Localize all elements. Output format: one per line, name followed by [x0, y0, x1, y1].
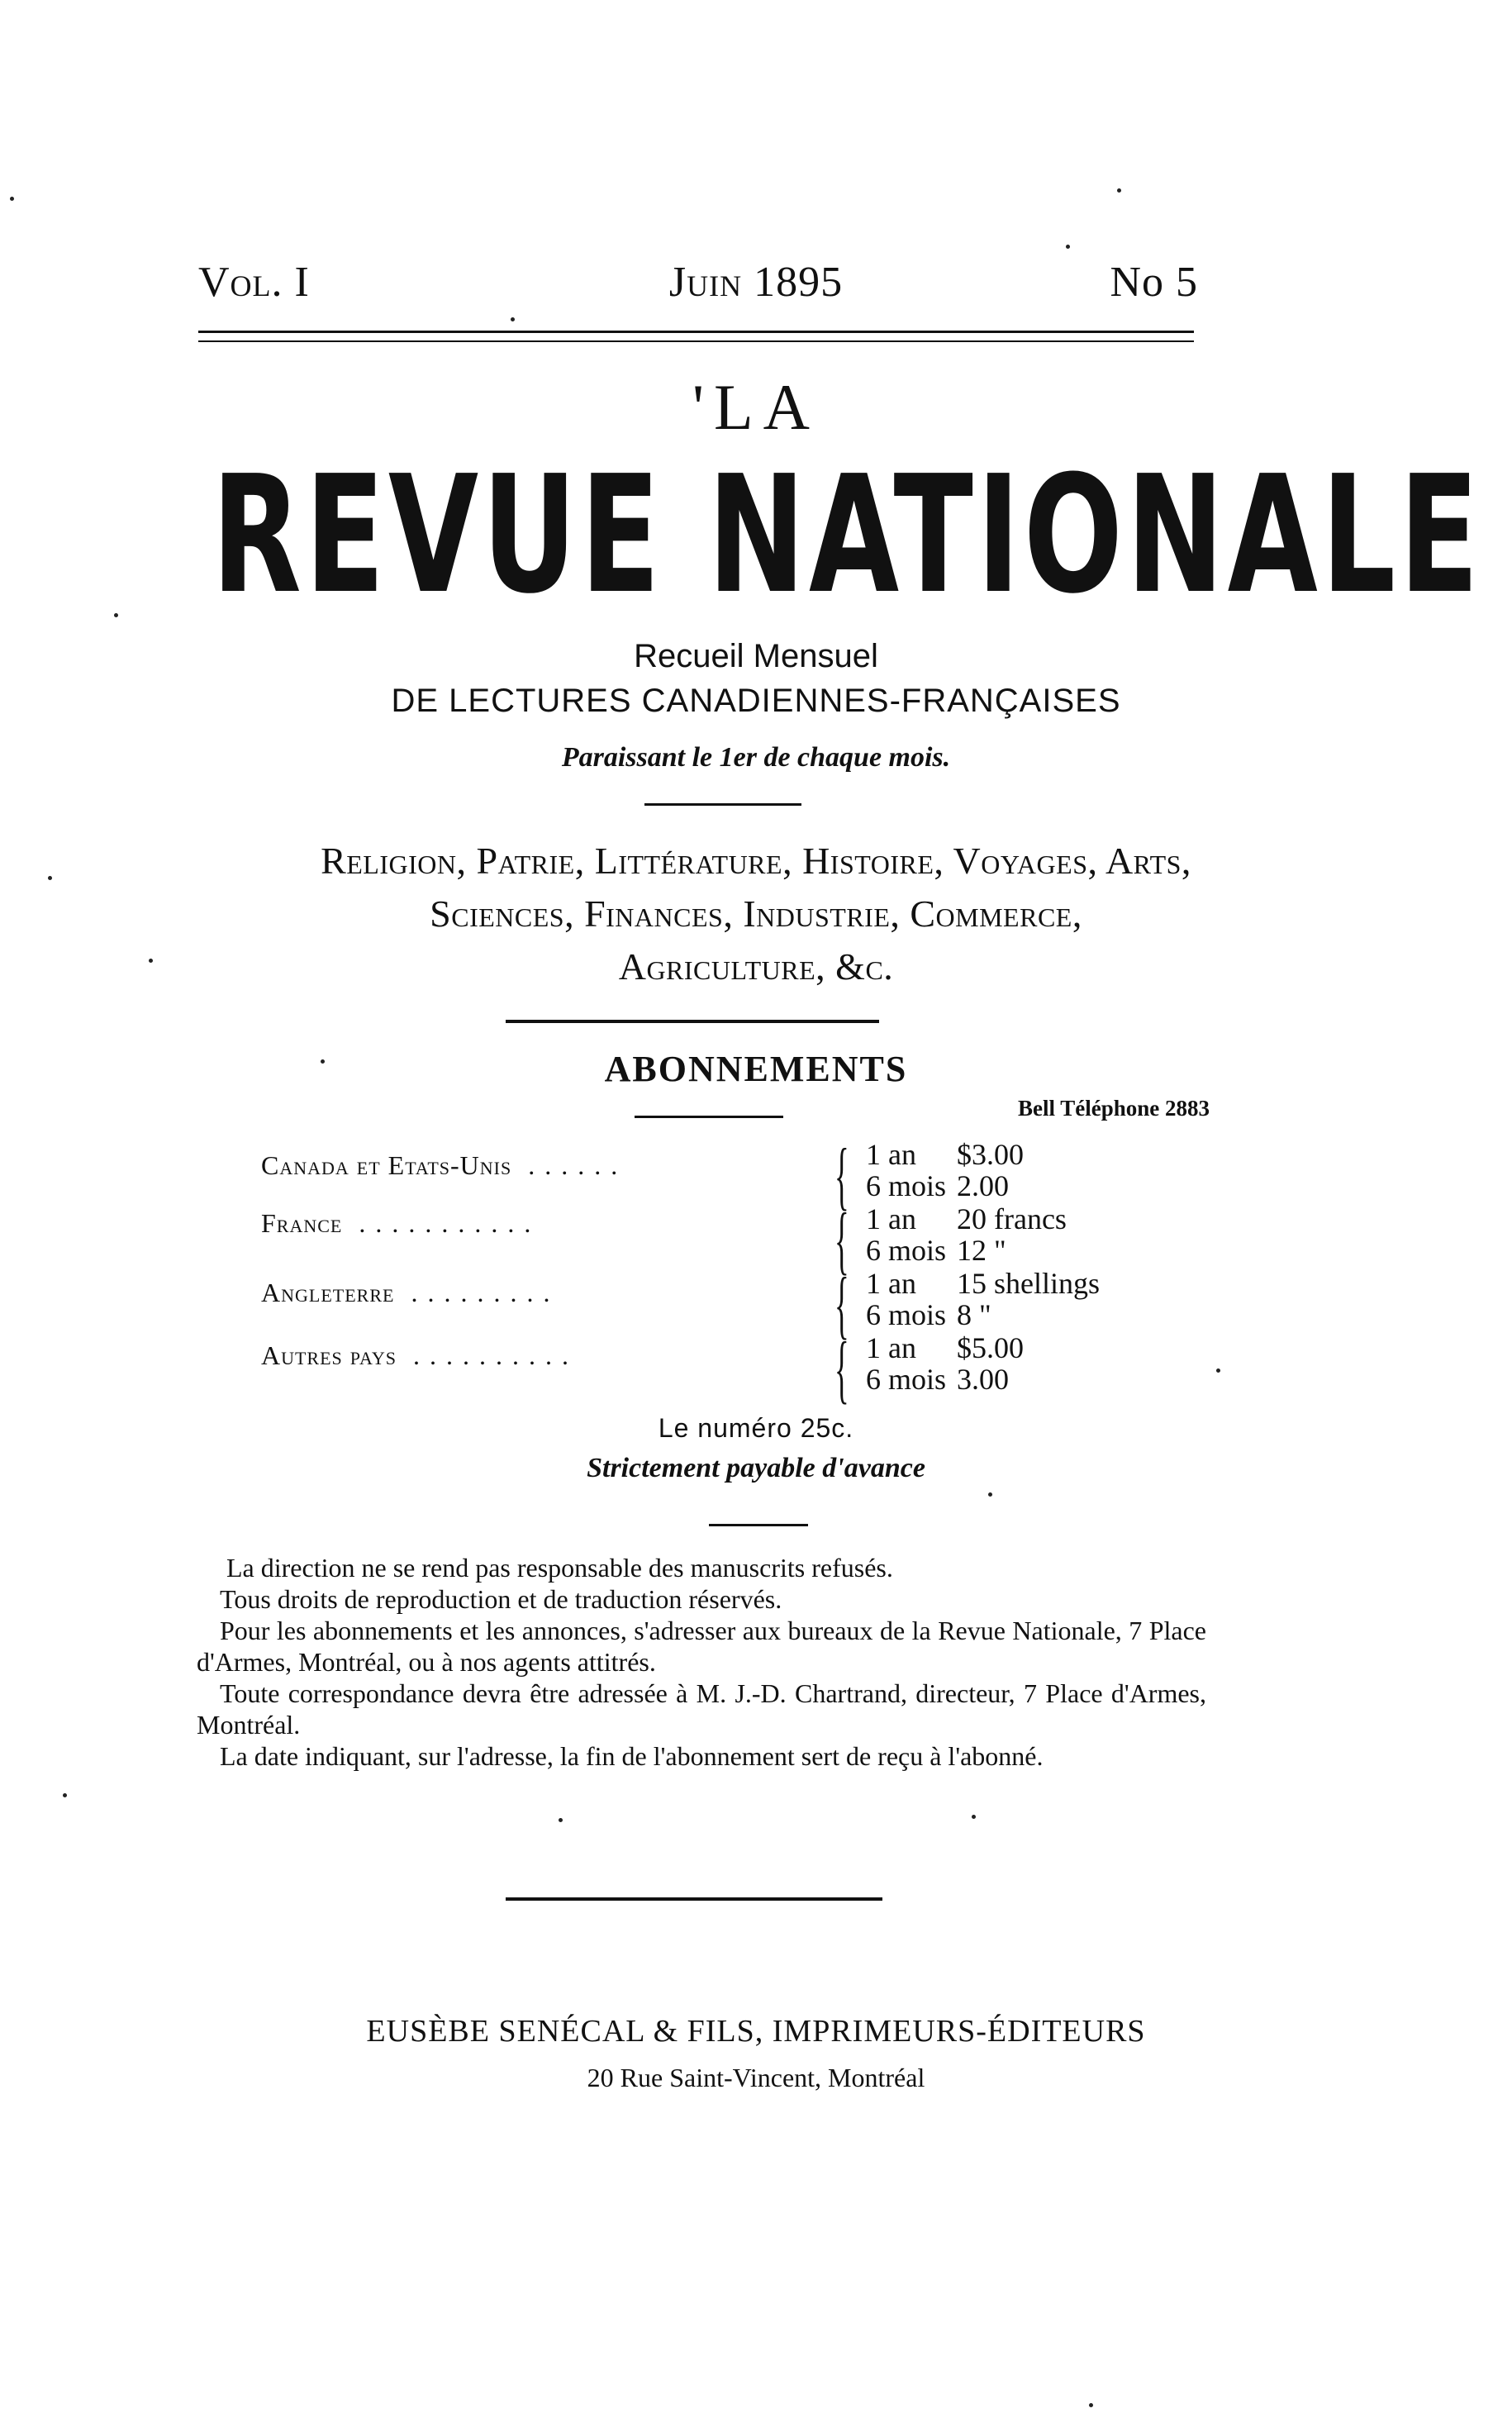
scan-speck [114, 613, 118, 617]
rate-line: 6 mois 2.00 [866, 1169, 1009, 1202]
rate-line: 1 an 20 francs [866, 1202, 1067, 1235]
single-issue-price: Le numéro 25c. [658, 1413, 854, 1443]
rate-line: 6 mois 3.00 [866, 1363, 1009, 1396]
rate-line: 1 an 15 shellings [866, 1267, 1101, 1300]
topics-line-1: Religion, Patrie, Littérature, Histoire, Voyages, Arts, [321, 840, 1191, 882]
rate-row-region: Angleterre ......... [261, 1278, 560, 1307]
header-rule-thin [198, 340, 1194, 342]
notice-paragraph: Tous droits de reproduction et de traduction réservés. [220, 1584, 782, 1614]
rate-line: 1 an $5.00 [866, 1331, 1024, 1364]
rate-line: 6 mois 8 " [866, 1298, 991, 1331]
notice-paragraph: Toute correspondance devra être adressée à M. J.-D. Chartrand, directeur, 7 Place d'Armes, Montréal. [197, 1678, 1206, 1740]
notices-block [197, 1552, 1206, 1772]
scan-speck [988, 1492, 992, 1497]
scan-speck [1066, 245, 1070, 249]
subtitle-line-2: DE LECTURES CANADIENNES-FRANÇAISES [391, 683, 1121, 719]
volume-label: Vol. I [198, 259, 310, 306]
scan-speck [559, 1818, 563, 1822]
brace-icon: { [834, 1262, 849, 1346]
divider-rule [709, 1524, 808, 1526]
scan-speck [48, 876, 52, 880]
scan-speck [321, 1059, 325, 1064]
brace-icon: { [834, 1326, 849, 1411]
scan-speck [10, 197, 14, 201]
brace-icon: { [834, 1197, 849, 1282]
topics-line-3: Agriculture, &c. [618, 945, 894, 988]
printer-address: 20 Rue Saint-Vincent, Montréal [587, 2063, 925, 2092]
scan-speck [63, 1793, 67, 1797]
divider-rule [506, 1897, 882, 1901]
notice-paragraph: La date indiquant, sur l'adresse, la fin de l'abonnement sert de reçu à l'abonné. [220, 1741, 1044, 1771]
subscriptions-heading: ABONNEMENTS [604, 1049, 908, 1089]
telephone-number: Bell Téléphone 2883 [1017, 1096, 1210, 1121]
payment-terms: Strictement payable d'avance [587, 1453, 925, 1483]
issue-number: No 5 [1110, 259, 1198, 306]
rate-row-region: Autres pays .......... [261, 1340, 578, 1370]
rate-row-region: France ........... [261, 1208, 541, 1238]
scan-speck [1117, 188, 1121, 193]
publication-frequency: Paraissant le 1er de chaque mois. [561, 742, 951, 773]
rate-line: 1 an $3.00 [866, 1138, 1024, 1171]
divider-rule [635, 1116, 783, 1118]
scan-speck [511, 317, 515, 321]
topics-line-2: Sciences, Finances, Industrie, Commerce, [430, 892, 1082, 935]
divider-rule [506, 1020, 879, 1023]
scan-speck [1089, 2403, 1093, 2407]
brace-icon: { [834, 1133, 849, 1217]
masthead-article: 'LA [692, 371, 820, 443]
masthead-title: REVUE NATIONALE [212, 441, 1483, 630]
printer-name: EUSÈBE SENÉCAL & FILS, IMPRIMEURS-ÉDITEURS [366, 2014, 1146, 2049]
notice-paragraph: La direction ne se rend pas responsable des manuscrits refusés. [226, 1553, 893, 1583]
divider-rule [644, 803, 801, 806]
issue-date: Juin 1895 [668, 259, 844, 306]
notice-paragraph: Pour les abonnements et les annonces, s'adresser aux bureaux de la Revue Nationale, 7 Place d'Armes, Montréal, ou à nos agents attitrés. [197, 1616, 1206, 1677]
rate-line: 6 mois 12 " [866, 1234, 1006, 1267]
rate-row-region: Canada et Etats-Unis ...... [261, 1150, 628, 1180]
scan-speck [1216, 1368, 1220, 1373]
scan-speck [149, 959, 153, 963]
subtitle-line-1: Recueil Mensuel [634, 638, 878, 674]
header-rule [198, 331, 1194, 333]
scan-speck [972, 1815, 976, 1819]
